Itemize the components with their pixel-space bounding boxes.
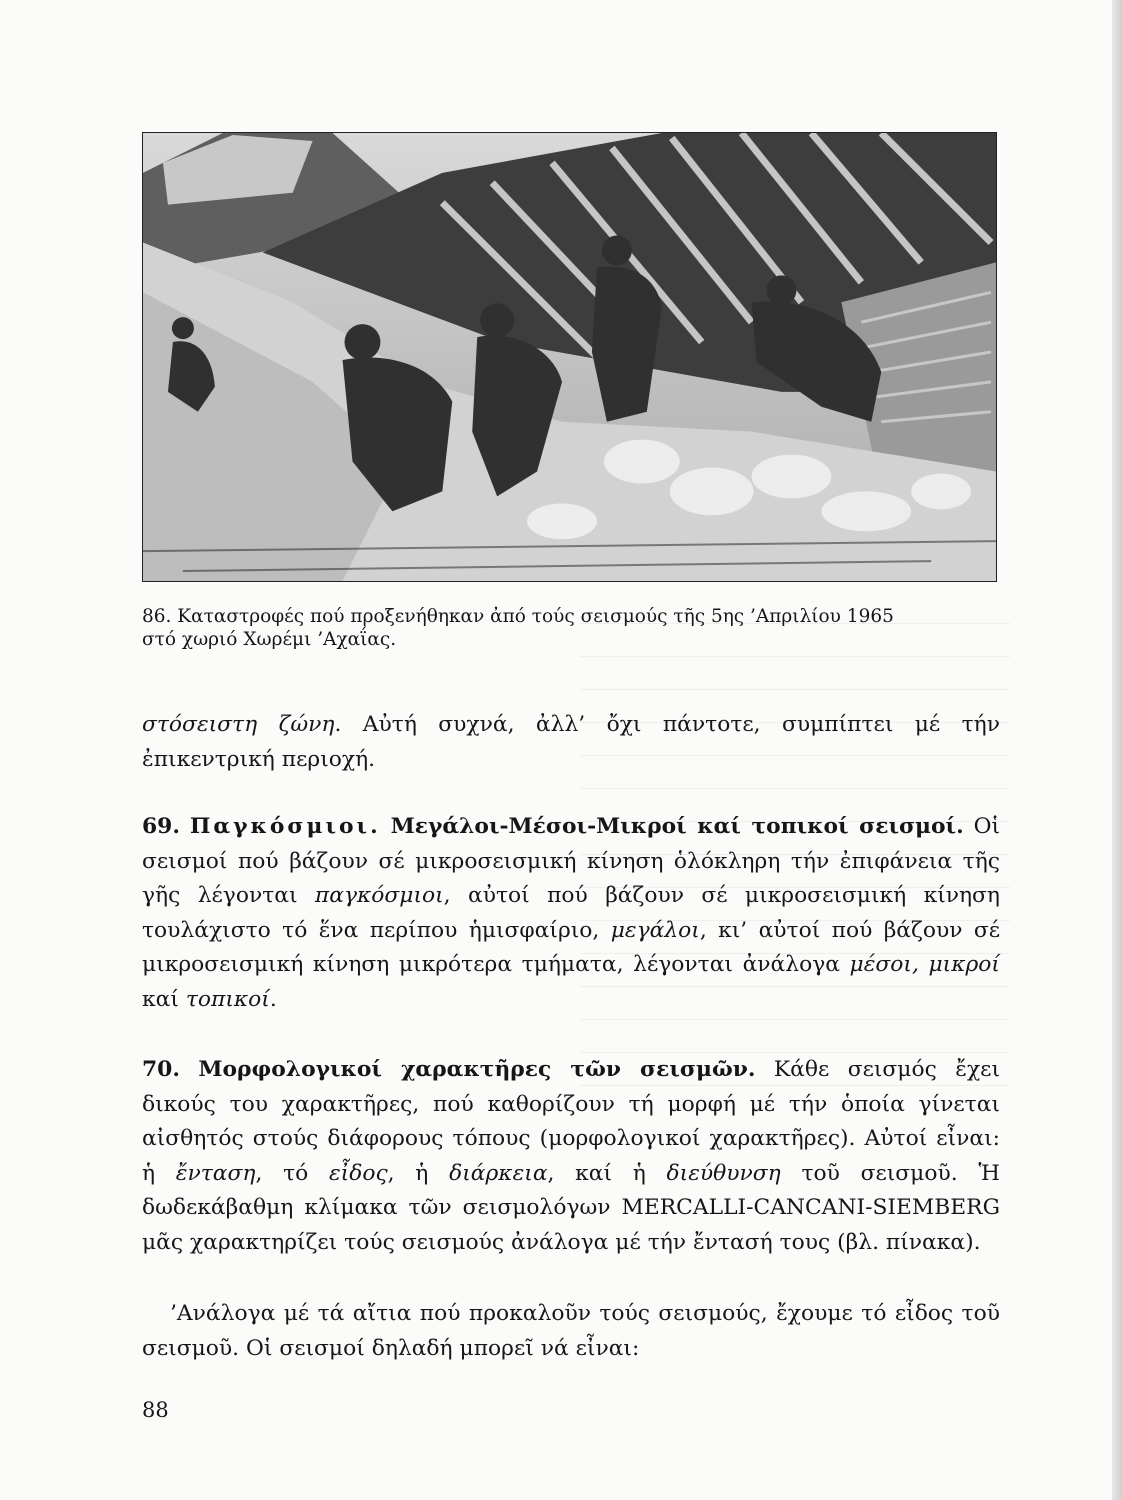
italic-term: διεύθυνση [666, 1160, 781, 1186]
paragraph-types-intro: ’Ανάλογα μέ τά αἴτια πού προκαλοῦν τούς σεισμούς, ἔχουμε τό εἶδος τοῦ σεισμοῦ. Οἱ σεισμοί δηλαδή μπορεῖ νά εἶναι: [142, 1301, 1000, 1361]
body-text: , καί ἡ [547, 1160, 667, 1186]
italic-term: μέσοι, μικροί [849, 952, 1000, 978]
body-text: καί [142, 986, 186, 1012]
body-text: , ἡ [387, 1160, 450, 1186]
section-69 [142, 810, 1000, 1018]
paragraph-continuation [142, 708, 1000, 777]
italic-term: εἶδος [328, 1160, 388, 1186]
body-text: Οἱ σεισμοί πού βάζουν σέ μικροσεισμική κίνηση ὁλόκληρη τήν ἐπιφάνεια τῆς γῆς λέγονται [142, 814, 1000, 909]
italic-term: παγκόσμιοι [314, 883, 444, 909]
section-70 [142, 1053, 1000, 1261]
page-edge-shadow [1112, 0, 1122, 1500]
section-heading: Μεγάλοι-Μέσοι-Μικροί καί τοπικοί σεισμοί. [390, 814, 964, 839]
section-heading: Μορφολογικοί χαρακτῆρες τῶν σεισμῶν. [198, 1057, 756, 1082]
caption-line: 86. Καταστροφές πού προξενήθηκαν ἀπό τούς σεισμούς τῆς 5ης ’Απριλίου 1965 [142, 606, 894, 627]
body-text: Κάθε σεισμός ἔχει δικούς του χαρακτῆρες, πού καθορίζουν τή μορφή μέ τήν ὁποία γίνεται αἰσθητός στούς διάφορους τόπους (μορφολογικοί χαρακτῆρες). Αὐτοί εἶναι: ἡ [142, 1057, 1000, 1186]
body-text: . Αὐτή συχνά, ἀλλ’ ὄχι πάντοτε, συμπίπτει μέ τήν ἐπικεντρική περιοχή. [142, 712, 1000, 772]
page-number: 88 [142, 1398, 169, 1422]
caption-line: στό χωριό Χωρέμι ’Αχαΐας. [142, 629, 397, 650]
italic-term: στόσειστη ζώνη [142, 712, 335, 737]
section-number: 69. [142, 814, 180, 839]
body-text: , τό [255, 1160, 329, 1186]
figure-caption [142, 605, 1002, 651]
italic-term: τοπικοί [185, 986, 270, 1012]
section-heading-spaced: Παγκόσμιοι. [189, 814, 381, 839]
body-text: . [269, 986, 277, 1012]
body-text: , κι’ αὐτοί πού βάζουν σέ μικροσεισμική κίνηση μικρότερα τμήματα, λέγονται ἀνάλογα [142, 917, 1000, 978]
italic-term: διάρκεια [449, 1160, 548, 1186]
earthquake-damage-photo [142, 132, 997, 582]
section-number: 70. [142, 1057, 180, 1082]
italic-term: μεγάλοι [610, 917, 700, 943]
italic-term: ἔνταση [175, 1160, 256, 1186]
body-text: τοῦ σεισμοῦ. Ἡ δωδεκάβαθμη κλίμακα τῶν σεισμολόγων MERCALLI-CANCANI-SIEMBERG μᾶς χαρακτηρίζει τούς σεισμούς ἀνάλογα μέ τήν ἔντασή τους (βλ. πίνακα). [142, 1160, 1000, 1255]
body-text: , αὐτοί πού βάζουν σέ μικροσεισμική κίνηση τουλάχιστο τό ἕνα περίπου ἡμισφαίριο, [142, 883, 1000, 943]
